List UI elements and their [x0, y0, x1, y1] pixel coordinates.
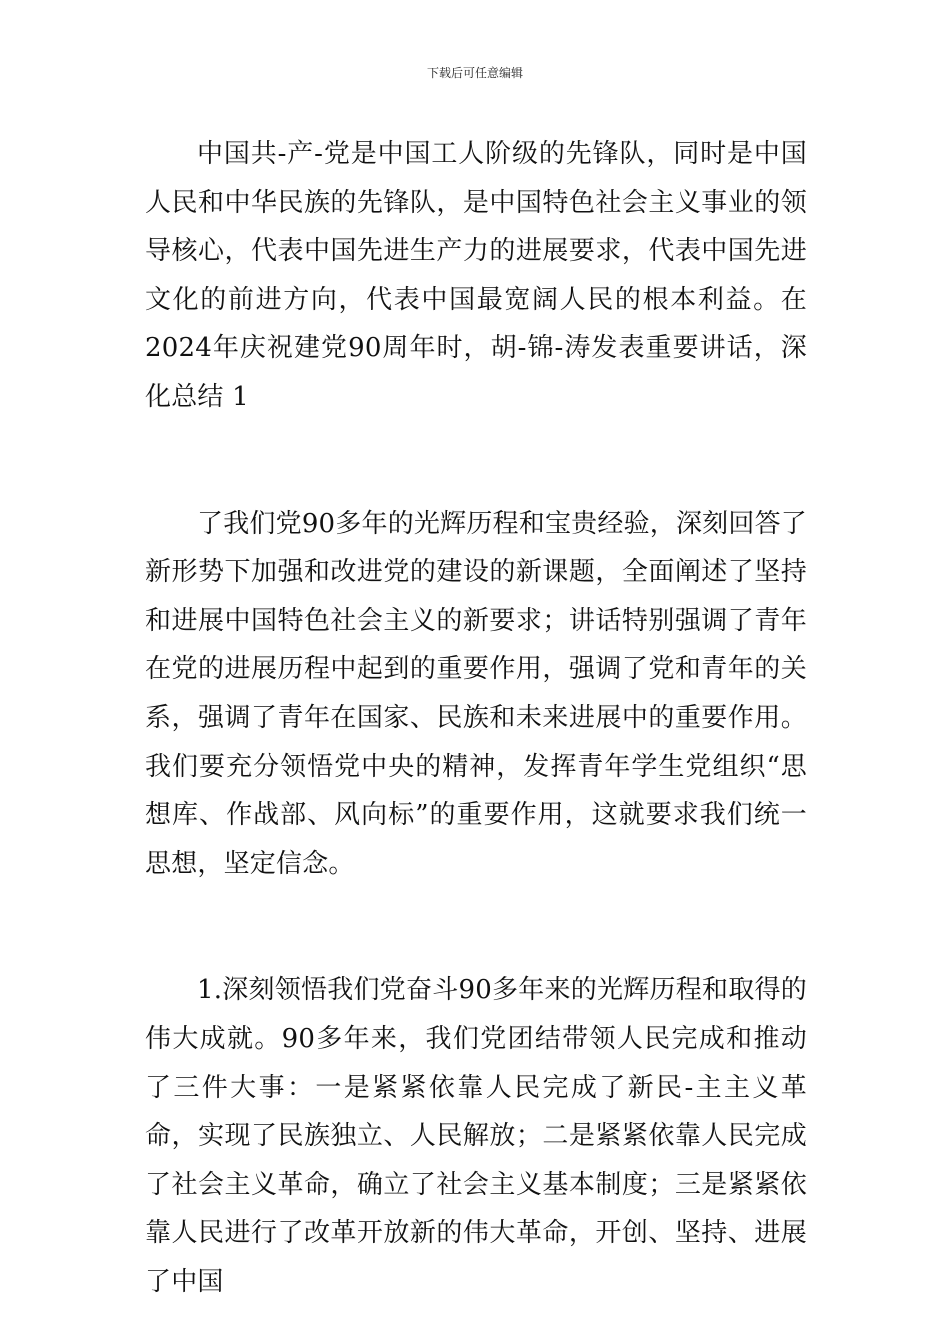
paragraph-spacer — [145, 888, 807, 966]
document-body — [145, 130, 807, 1306]
paragraph-1: 中国共-产-党是中国工人阶级的先锋队，同时是中国人民和中华民族的先锋队，是中国特色社会主义事业的领导核心，代表中国先进生产力的进展要求，代表中国先进文化的前进方向，代表中国最宽阔人民的根本利益。在2024年庆祝建党90周年时，胡-锦-涛发表重要讲话，深化总结 1 — [145, 139, 807, 412]
paragraph-3: 1.深刻领悟我们党奋斗90多年来的光辉历程和取得的伟大成就。90多年来，我们党团结带领人民完成和推动了三件大事：一是紧紧依靠人民完成了新民-主主义革命，实现了民族独立、人民解放；二是紧紧依靠人民完成了社会主义革命，确立了社会主义基本制度；三是紧紧依靠人民进行了改革开放新的伟大革命，开创、坚持、进展了中国 — [145, 975, 807, 1297]
paragraph-spacer — [145, 422, 807, 500]
page-header: 下载后可任意编辑 — [426, 66, 523, 80]
paragraph-2: 了我们党90多年的光辉历程和宝贵经验，深刻回答了新形势下加强和改进党的建设的新课题，全面阐述了坚持和进展中国特色社会主义的新要求；讲话特别强调了青年在党的进展历程中起到的重要作用，强调了党和青年的关系，强调了青年在国家、民族和未来进展中的重要作用。我们要充分领悟党中央的精神，发挥青年学生党组织“思想库、作战部、风向标”的重要作用，这就要求我们统一思想，坚定信念。 — [145, 508, 807, 879]
